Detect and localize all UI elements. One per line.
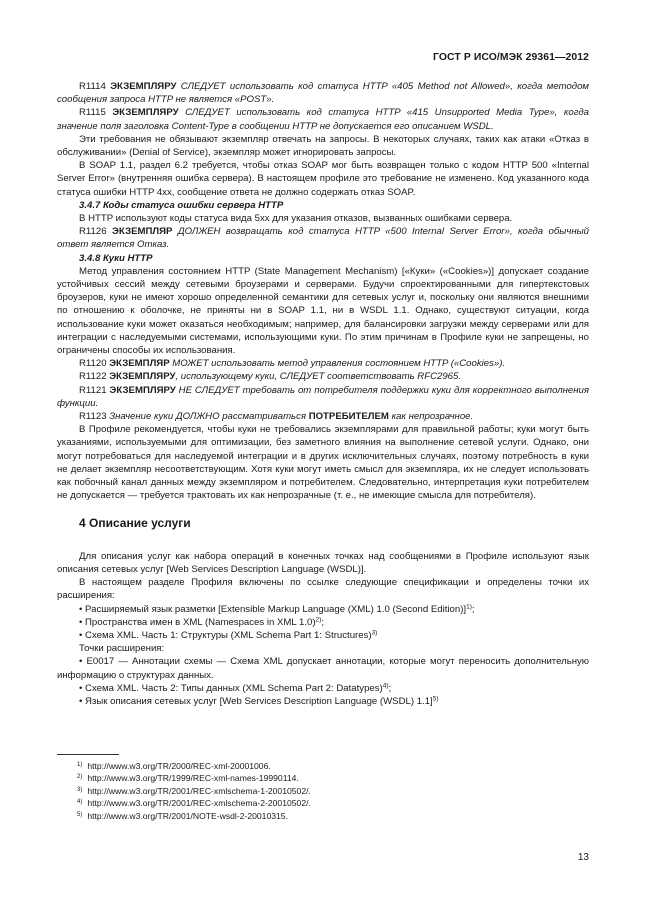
list-item: • Схема XML. Часть 2: Типы данных (XML Schema Part 2: Datatypes)$^{4)}$;	[79, 682, 392, 694]
list-item: • Расширяемый язык разметки [Extensible Markup Language (XML) 1.0 (Second Edition)]$^{1)}$;	[79, 603, 475, 615]
footnote-separator	[57, 754, 119, 755]
section-heading-4: 4 Описание услуги	[79, 515, 191, 530]
document-body	[57, 80, 589, 708]
page-number: 13	[577, 852, 589, 863]
subsection-heading-3-4-8: 3.4.8 Куки HTTP	[79, 252, 153, 264]
paragraph: В Профиле рекомендуется, чтобы куки не требовались экземплярами для правильной работы; куки могут быть указаниями, используемыми для оптимизации, без заметного влияния на выполнение сетевой услуги. Однако, они могут потребоваться для наследуемой интеграции и в других исключительных случаях, поэтому потребность в куки не делает экземпляр несоответствующим. Хотя куки могут иметь смысл для экземпляра, их не следует использовать как побочный канал данных между экземпляром и потребителем. Следовательно, интерпретация куки потребителем не допускается — требуется трактовать их как непрозрачные (т. е., не имеющие смысла для потребителя).	[57, 424, 589, 502]
page-header-standard: ГОСТ Р ИСО/МЭК 29361—2012	[433, 52, 589, 63]
requirement-r1126: R1126 ЭКЗЕМПЛЯР ДОЛЖЕН возвращать код статуса HTTP «500 Internal Server Error», когда обычный ответ является Отказ.	[57, 226, 589, 251]
requirement-r1123: R1123 Значение куки ДОЛЖНО рассматриваться ПОТРЕБИТЕЛЕМ как непрозрачное.	[79, 411, 474, 423]
footnotes	[77, 760, 311, 822]
paragraph: В настоящем разделе Профиля включены по ссылке следующие спецификации и определены точки их расширения:	[57, 577, 589, 602]
footnote: $^{2)}$ http://www.w3.org/TR/1999/REC-xml-names-19990114.	[77, 773, 299, 784]
requirement-r1115: R1115 ЭКЗЕМПЛЯРУ СЛЕДУЕТ использовать код статуса HTTP «415 Unsupported Media Type», когда значение поля заголовка Content-Type в сообщении HTTP не допускается его описанием WSDL.	[57, 107, 589, 132]
paragraph: Точки расширения:	[79, 643, 165, 655]
footnote: $^{4)}$ http://www.w3.org/TR/2001/REC-xmlschema-2-20010502/.	[77, 798, 311, 809]
list-item: • Схема XML. Часть 1: Структуры (XML Schema Part 1: Structures)$^{3)}$	[79, 629, 378, 641]
paragraph: Метод управления состоянием HTTP (State Management Mechanism) [«Куки» («Cookies»)] допускает создание устойчивых сессий между сетевыми броузерами и серверами. Будучи спроектированными для гипертекстовых броузеров, куки не имеют хорошо определенной семантики для сетевых услуг и, поскольку они являются внешними по отношению к оболочке, не приняты ни в SOAP 1.1, ни в WSDL 1.1. Однако, существуют ситуации, когда использование куки может оказаться необходимым; например, для балансировки загрузки между серверами или для интеграции с наследуемыми системами, использующими куки. По этим причинам в Профиле куки не запрещены, но ограничены способы их использования.	[57, 265, 589, 357]
list-item: • Пространства имен в XML (Namespaces in XML 1.0)$^{2)}$;	[79, 616, 324, 628]
footnote: $^{5)}$ http://www.w3.org/TR/2001/NOTE-wsdl-2-20010315.	[77, 810, 288, 821]
list-item: • E0017 — Аннотации схемы — Схема XML допускает аннотации, которые могут переносить дополнительную информацию о структурах данных.	[57, 656, 589, 681]
requirement-r1122: R1122 ЭКЗЕМПЛЯРУ, использующему куки, СЛЕДУЕТ соответствовать RFC2965.	[79, 371, 462, 383]
paragraph: В HTTP используют коды статуса вида 5xx для указания отказов, вызванных ошибками сервера.	[79, 213, 513, 225]
requirement-r1120: R1120 ЭКЗЕМПЛЯР МОЖЕТ использовать метод управления состоянием HTTP («Cookies»).	[79, 358, 506, 370]
requirement-r1121: R1121 ЭКЗЕМПЛЯРУ НЕ СЛЕДУЕТ требовать от потребителя поддержки куки для корректного выполнения функции.	[57, 384, 589, 409]
paragraph: Эти требования не обязывают экземпляр отвечать на запросы. В некоторых случаях, таких как атаки «Отказ в обслуживании» (Denial of Service), экземпляр может игнорировать запросы.	[57, 133, 589, 159]
subsection-heading-3-4-7: 3.4.7 Коды статуса ошибки сервера HTTP	[79, 199, 284, 211]
footnote: $^{3)}$ http://www.w3.org/TR/2001/REC-xmlschema-1-20010502/.	[77, 785, 311, 796]
paragraph: В SOAP 1.1, раздел 6.2 требуется, чтобы отказ SOAP мог быть возвращен только с кодом HTTP 500 «Internal Server Error» (внутренняя ошибка сервера). В настоящем профиле это требование не изменено. Код указанного кода статуса ошибки HTTP 4xx, сообщение ответа не должно содержать отказ SOAP.	[57, 160, 589, 198]
list-item: • Язык описания сетевых услуг [Web Services Description Language (WSDL) 1.1]$^{5)}$	[79, 695, 439, 707]
requirement-r1114: R1114 ЭКЗЕМПЛЯРУ СЛЕДУЕТ использовать код статуса HTTP «405 Method not Allowed», когда методом сообщения запроса HTTP не является «POST».	[57, 81, 590, 106]
footnote: $^{1)}$ http://www.w3.org/TR/2000/REC-xml-20001006.	[77, 761, 271, 771]
paragraph: Для описания услуг как набора операций в конечных точках над сообщениями в Профиле используют язык описания сетевых услуг [Web Services Description Language (WSDL)].	[57, 550, 589, 575]
